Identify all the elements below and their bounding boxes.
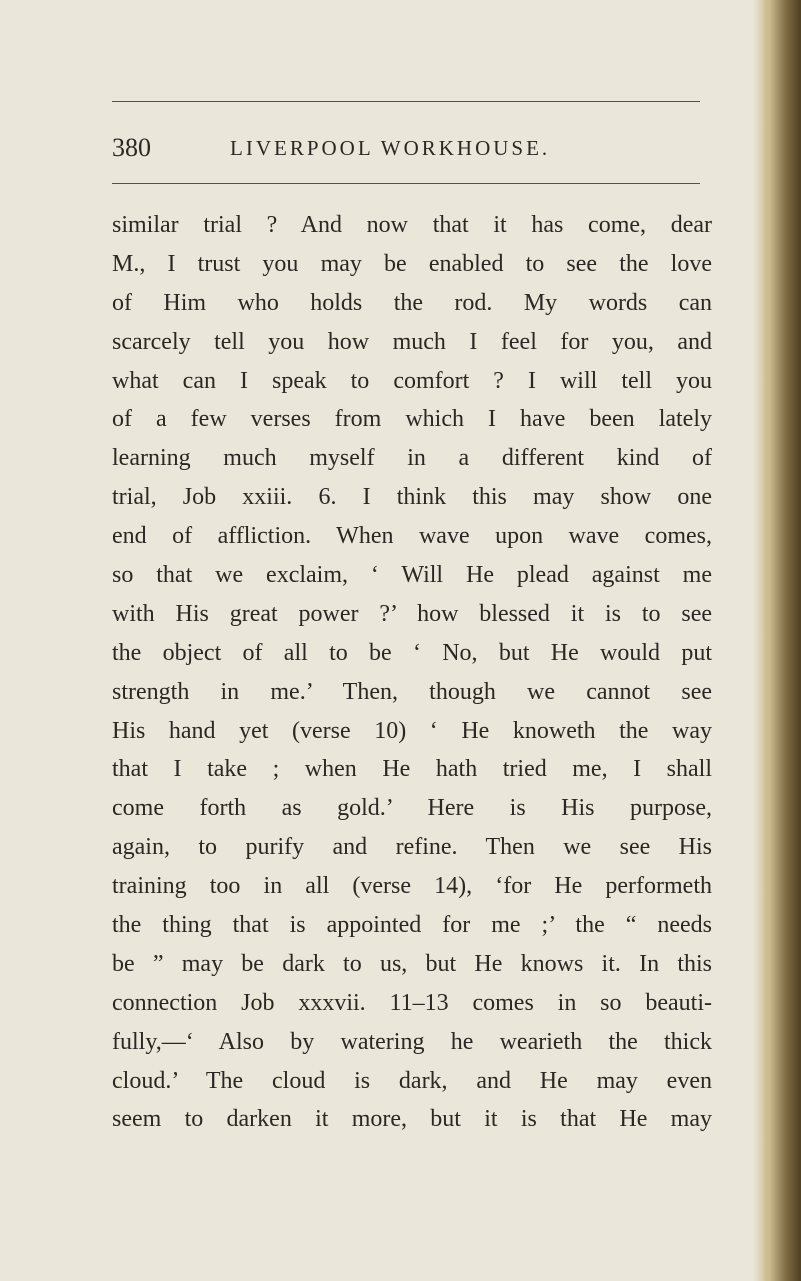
text-line: again, to purify and refine. Then we see His bbox=[112, 834, 712, 861]
text-line: with His great power ?’ how blessed it is to see bbox=[112, 600, 712, 627]
text-line: of Him who holds the rod. My words can bbox=[112, 289, 712, 316]
body-text bbox=[112, 206, 712, 1139]
text-line: His hand yet (verse 10) ‘ He knoweth the way bbox=[112, 717, 712, 744]
page-edge-highlight bbox=[763, 0, 771, 1281]
header-rule-bottom bbox=[112, 183, 700, 184]
text-line: the thing that is appointed for me ;’ the “ needs bbox=[112, 912, 712, 939]
text-line: training too in all (verse 14), ‘for He performeth bbox=[112, 873, 712, 900]
text-line: what can I speak to comfort ? I will tell you bbox=[112, 367, 712, 394]
running-header bbox=[112, 120, 700, 176]
text-line: fully,—‘ Also by watering he wearieth the thick bbox=[112, 1028, 712, 1055]
text-line: learning much myself in a different kind of bbox=[112, 445, 712, 472]
text-line: cloud.’ The cloud is dark, and He may even bbox=[112, 1067, 712, 1094]
text-line: end of affliction. When wave upon wave comes, bbox=[112, 523, 712, 550]
running-title: LIVERPOOL WORKHOUSE. bbox=[230, 136, 551, 160]
text-line: scarcely tell you how much I feel for you, and bbox=[112, 328, 712, 355]
text-line: seem to darken it more, but it is that He may bbox=[112, 1106, 712, 1133]
text-line: strength in me.’ Then, though we cannot see bbox=[112, 678, 712, 705]
text-line: trial, Job xxiii. 6. I think this may show one bbox=[112, 484, 712, 511]
text-line: M., I trust you may be enabled to see the love bbox=[112, 250, 712, 277]
text-line: come forth as gold.’ Here is His purpose, bbox=[112, 795, 712, 822]
text-line: of a few verses from which I have been lately bbox=[112, 406, 712, 433]
page-edge-shadow bbox=[753, 0, 801, 1281]
text-line: that I take ; when He hath tried me, I shall bbox=[112, 756, 712, 783]
text-line: connection Job xxxvii. 11–13 comes in so beauti- bbox=[112, 989, 712, 1016]
text-line: so that we exclaim, ‘ Will He plead against me bbox=[112, 562, 712, 589]
text-line: similar trial ? And now that it has come, dear bbox=[112, 212, 712, 238]
header-rule-top bbox=[112, 101, 700, 102]
text-line: be ” may be dark to us, but He knows it. In this bbox=[112, 950, 712, 977]
text-line: the object of all to be ‘ No, but He would put bbox=[112, 639, 712, 666]
page-number: 380 bbox=[112, 133, 151, 162]
